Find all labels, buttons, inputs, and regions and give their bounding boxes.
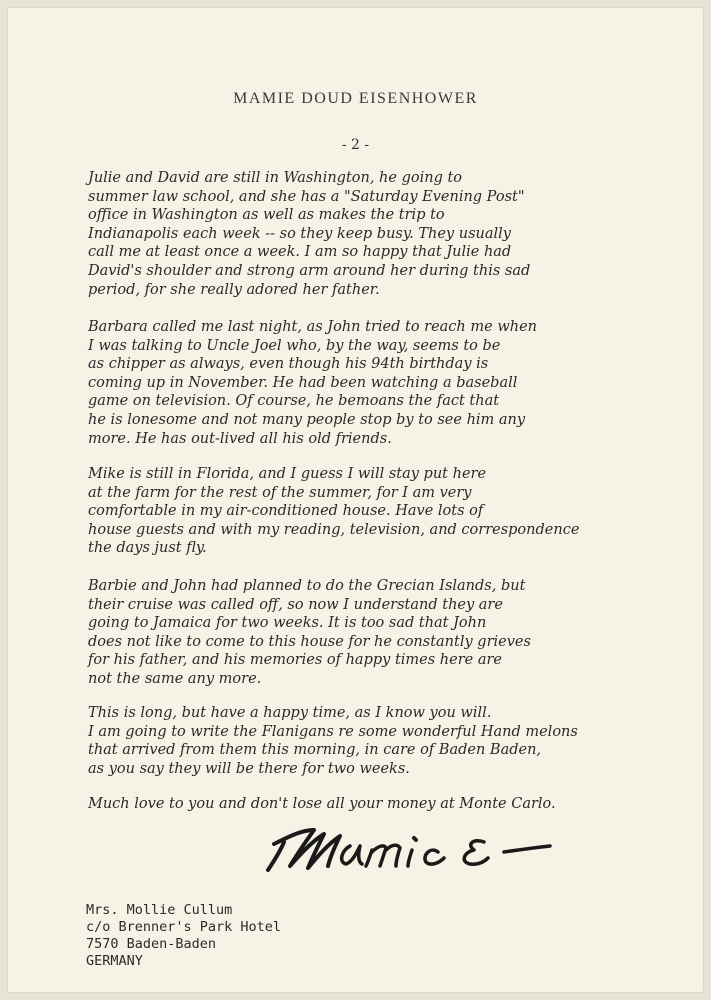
text-line: Julie and David are still in Washington, he going to (88, 170, 463, 186)
text-line: Much love to you and don't lose all your money at Monte Carlo. (88, 796, 556, 812)
text-line: Mike is still in Florida, and I guess I will stay put here (88, 466, 487, 482)
text-line: as you say they will be there for two weeks. (88, 760, 410, 777)
address-line: c/o Brenner's Park Hotel (86, 919, 282, 935)
text-line: comfortable in my air-conditioned house. Have lots of (88, 503, 484, 520)
letterhead: MAMIE DOUD EISENHOWER (233, 90, 478, 107)
text-line: summer law school, and she has a "Saturday Evening Post" (88, 188, 525, 205)
paragraph (88, 465, 688, 558)
text-line: This is long, but have a happy time, as I know you will. (88, 705, 492, 721)
text-line: the days just fly. (88, 540, 207, 557)
text-line: Indianapolis each week -- so they keep busy. They usually (88, 225, 511, 242)
page-number: - 2 - (341, 137, 370, 153)
text-line: he is lonesome and not many people stop by to see him any (88, 411, 526, 428)
text-line: period, for she really adored her father. (88, 281, 380, 298)
text-line: does not like to come to this house for he constantly grieves (88, 633, 531, 650)
text-line: more. He has out-lived all his old friends. (88, 430, 392, 447)
text-line: game on television. Of course, he bemoans the fact that (88, 393, 500, 410)
address-line: 7570 Baden-Baden (86, 936, 217, 952)
handwritten-signature (262, 822, 562, 882)
paragraph (88, 318, 688, 448)
text-line: David's shoulder and strong arm around her during this sad (88, 262, 531, 279)
text-line: at the farm for the rest of the summer, for I am very (88, 484, 472, 501)
text-line: for his father, and his memories of happy times here are (88, 652, 502, 669)
text-line: Barbara called me last night, as John tried to reach me when (88, 319, 537, 335)
text-line: that arrived from them this morning, in care of Baden Baden, (88, 742, 542, 759)
recipient-address (86, 902, 281, 970)
text-line: not the same any more. (88, 670, 262, 687)
text-line: as chipper as always, even though his 94th birthday is (88, 356, 489, 373)
address-line: Mrs. Mollie Cullum (86, 902, 233, 918)
text-line: I was talking to Uncle Joel who, by the way, seems to be (88, 337, 501, 354)
text-line: office in Washington as well as makes the trip to (88, 207, 445, 224)
closing-line (88, 795, 688, 814)
text-line: house guests and with my reading, television, and correspondence (88, 521, 580, 538)
paragraph (88, 577, 688, 689)
address-line: GERMANY (86, 953, 143, 969)
text-line: going to Jamaica for two weeks. It is too sad that John (88, 615, 487, 632)
text-line: coming up in November. He had been watching a baseball (88, 374, 518, 391)
paragraph (88, 704, 688, 778)
text-line: their cruise was called off, so now I understand they are (88, 596, 503, 613)
paragraph (88, 169, 688, 299)
text-line: call me at least once a week. I am so happy that Julie had (88, 244, 512, 261)
text-line: Barbie and John had planned to do the Grecian Islands, but (88, 578, 526, 594)
text-line: I am going to write the Flanigans re some wonderful Hand melons (88, 723, 578, 740)
